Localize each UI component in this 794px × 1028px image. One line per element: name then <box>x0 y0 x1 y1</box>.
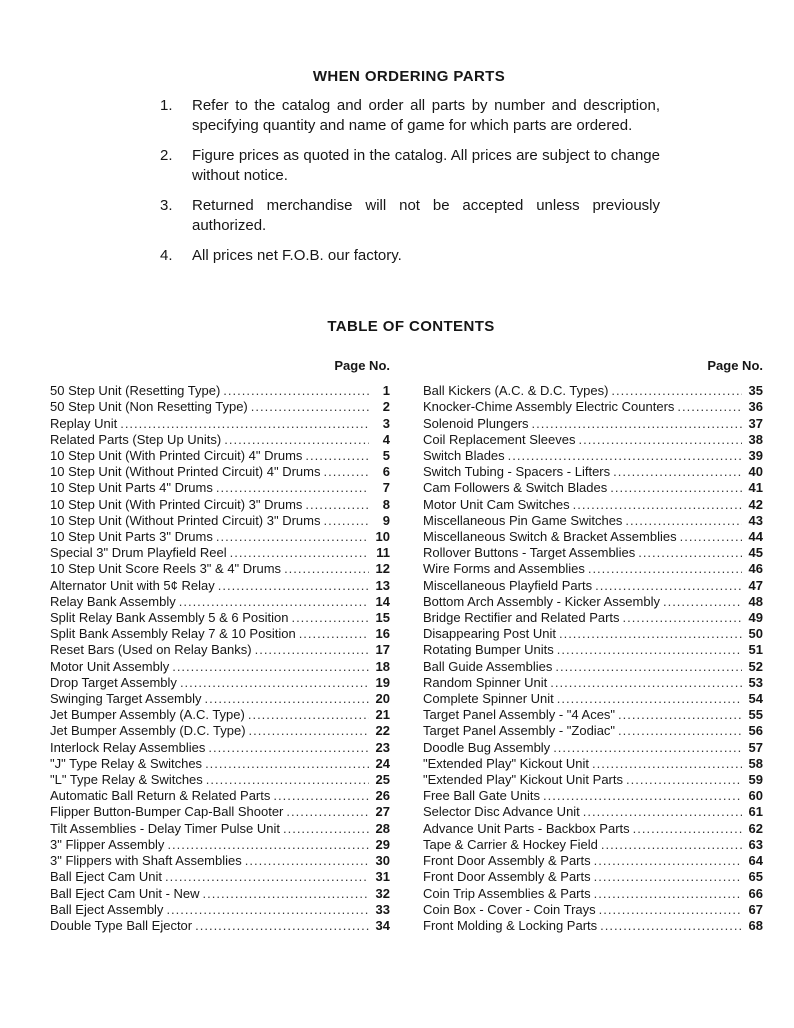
toc-entry-title: Miscellaneous Playfield Parts <box>423 577 593 593</box>
toc-entry <box>423 853 763 869</box>
toc-entry-title: Jet Bumper Assembly (D.C. Type) <box>50 723 246 739</box>
toc-entry-title: Bottom Arch Assembly - Kicker Assembly <box>423 593 660 609</box>
toc-entry-title: 50 Step Unit (Non Resetting Type) <box>50 399 248 415</box>
dot-leader <box>592 756 742 772</box>
toc-entry-title: Miscellaneous Switch & Bracket Assemblies <box>423 529 677 545</box>
toc-entry-title: Bridge Rectifier and Related Parts <box>423 610 620 626</box>
dot-leader <box>323 513 369 529</box>
toc-entry-title: Automatic Ball Return & Related Parts <box>50 788 271 804</box>
toc-entry-title: Motor Unit Assembly <box>50 658 170 674</box>
toc-entry <box>50 545 390 561</box>
toc-entry-page: 28 <box>375 820 390 836</box>
toc-entry <box>423 772 763 788</box>
toc-entry <box>50 383 390 399</box>
ordering-item <box>160 196 660 236</box>
toc-entry-title: 10 Step Unit (With Printed Circuit) 3" Drums <box>50 496 303 512</box>
toc-entry <box>50 788 390 804</box>
toc-entry <box>423 464 763 480</box>
toc-entry-title: Ball Eject Assembly <box>50 901 164 917</box>
dot-leader <box>557 642 742 658</box>
toc-entry-page: 42 <box>748 496 763 512</box>
toc-entry-page: 2 <box>382 399 390 415</box>
toc-left-column <box>50 358 390 934</box>
toc-entry-title: Flipper Button-Bumper Cap-Ball Shooter <box>50 804 284 820</box>
toc-entry-title: Complete Spinner Unit <box>423 691 554 707</box>
dot-leader <box>633 821 742 837</box>
toc-entry <box>423 480 763 496</box>
toc-entry-page: 23 <box>375 739 390 755</box>
dot-leader <box>618 723 742 739</box>
dot-leader <box>594 869 742 885</box>
ordering-item <box>160 146 660 186</box>
toc-entry <box>50 837 390 853</box>
toc-entry-page: 16 <box>375 626 390 642</box>
toc-entry-page: 20 <box>375 691 390 707</box>
dot-leader <box>120 416 369 432</box>
dot-leader <box>555 659 742 675</box>
dot-leader <box>626 772 742 788</box>
toc-entry-title: 10 Step Unit (Without Printed Circuit) 3" Drums <box>50 512 321 528</box>
toc-entry <box>50 707 390 723</box>
dot-leader <box>618 707 742 723</box>
toc-entry-title: Alternator Unit with 5¢ Relay <box>50 577 215 593</box>
dot-leader <box>588 561 742 577</box>
toc-entry-page: 26 <box>375 788 390 804</box>
dot-leader <box>601 837 742 853</box>
toc-entry <box>50 610 390 626</box>
toc-entry <box>50 821 390 837</box>
toc-entry-page: 56 <box>748 723 763 739</box>
toc-entry <box>423 821 763 837</box>
dot-leader <box>251 399 369 415</box>
toc-entry <box>423 902 763 918</box>
dot-leader <box>284 561 369 577</box>
toc-entry <box>50 626 390 642</box>
toc-entry-title: Front Door Assembly & Parts <box>423 869 591 885</box>
dot-leader <box>179 594 369 610</box>
item-number: 2. <box>160 147 173 164</box>
dot-leader <box>532 416 742 432</box>
toc-entry-title: Coin Trip Assemblies & Parts <box>423 885 591 901</box>
toc-entry-page: 53 <box>748 674 763 690</box>
toc-entry <box>50 902 390 918</box>
toc-entry-title: "Extended Play" Kickout Unit Parts <box>423 772 623 788</box>
toc-entry-page: 41 <box>748 480 763 496</box>
toc-entry-page: 62 <box>748 820 763 836</box>
toc-entry <box>50 853 390 869</box>
toc-entry-title: Coil Replacement Sleeves <box>423 431 576 447</box>
toc-entry-page: 21 <box>375 707 390 723</box>
toc-entry <box>50 480 390 496</box>
page-no-header: Page No. <box>707 358 763 373</box>
toc-entry-title: Motor Unit Cam Switches <box>423 496 570 512</box>
dot-leader <box>291 610 369 626</box>
toc-entry-title: Wire Forms and Assemblies <box>423 561 585 577</box>
ordering-instructions <box>160 96 660 276</box>
dot-leader <box>553 740 742 756</box>
toc-entry-page: 57 <box>748 739 763 755</box>
toc-entry-page: 7 <box>382 480 390 496</box>
dot-leader <box>623 610 742 626</box>
item-text: Returned merchandise will not be accepted unless previously authorized. <box>192 197 660 234</box>
toc-entry-title: Interlock Relay Assemblies <box>50 739 206 755</box>
toc-entry-page: 11 <box>376 545 390 561</box>
toc-entry-page: 34 <box>375 917 390 933</box>
toc-entry <box>423 723 763 739</box>
toc-entry-page: 54 <box>748 691 763 707</box>
toc-entry <box>50 464 390 480</box>
toc-entry-page: 50 <box>748 626 763 642</box>
ordering-item <box>160 246 660 266</box>
toc-entry-page: 24 <box>375 755 390 771</box>
dot-leader <box>216 480 369 496</box>
toc-entry-title: Switch Tubing - Spacers - Lifters <box>423 464 611 480</box>
toc-entry <box>50 691 390 707</box>
toc-entry <box>423 740 763 756</box>
toc-entry-title: Swinging Target Assembly <box>50 691 202 707</box>
toc-entry-page: 30 <box>375 853 390 869</box>
toc-entry-title: Rotating Bumper Units <box>423 642 554 658</box>
dot-leader <box>543 788 742 804</box>
ordering-item <box>160 96 660 136</box>
toc-entry-title: Drop Target Assembly <box>50 674 177 690</box>
dot-leader <box>286 804 369 820</box>
toc-entry-page: 1 <box>382 383 390 399</box>
toc-entry-title: 3" Flippers with Shaft Assemblies <box>50 853 242 869</box>
toc-entry-page: 43 <box>748 512 763 528</box>
toc-entry <box>423 497 763 513</box>
dot-leader <box>305 497 369 513</box>
toc-entry-page: 32 <box>375 885 390 901</box>
toc-entry <box>50 772 390 788</box>
toc-entry-page: 67 <box>748 901 763 917</box>
dot-leader <box>557 691 742 707</box>
toc-right-column <box>423 358 763 934</box>
toc-entry-title: 10 Step Unit Parts 3" Drums <box>50 529 213 545</box>
dot-leader <box>299 626 369 642</box>
toc-entry-title: Replay Unit <box>50 415 118 431</box>
dot-leader <box>245 853 369 869</box>
toc-entry <box>50 399 390 415</box>
dot-leader <box>559 626 742 642</box>
dot-leader <box>223 383 369 399</box>
dot-leader <box>680 529 742 545</box>
dot-leader <box>205 756 369 772</box>
toc-entry-page: 61 <box>748 804 763 820</box>
dot-leader <box>283 821 369 837</box>
toc-entry-title: Selector Disc Advance Unit <box>423 804 580 820</box>
item-number: 3. <box>160 197 173 214</box>
toc-entry-page: 3 <box>382 415 390 431</box>
dot-leader <box>573 497 742 513</box>
toc-entry-page: 46 <box>748 561 763 577</box>
toc-entry-page: 6 <box>382 464 390 480</box>
toc-entry <box>423 594 763 610</box>
toc-entry <box>423 804 763 820</box>
dot-leader <box>611 383 742 399</box>
toc-entry-title: Coin Box - Cover - Coin Trays <box>423 901 596 917</box>
toc-entry-page: 15 <box>375 610 390 626</box>
dot-leader <box>594 853 742 869</box>
toc-entry-title: Tilt Assemblies - Delay Timer Pulse Unit <box>50 820 280 836</box>
toc-entry-page: 44 <box>748 529 763 545</box>
toc-entry-page: 68 <box>748 917 763 933</box>
dot-leader <box>172 659 369 675</box>
toc-entry <box>50 561 390 577</box>
dot-leader <box>255 642 369 658</box>
toc-entry-page: 63 <box>748 836 763 852</box>
toc-entry-title: 10 Step Unit Score Reels 3" & 4" Drums <box>50 561 282 577</box>
toc-entry-title: 10 Step Unit Parts 4" Drums <box>50 480 213 496</box>
toc-entry <box>423 886 763 902</box>
toc-entry <box>423 626 763 642</box>
toc-entry-title: Disappearing Post Unit <box>423 626 556 642</box>
toc-entry <box>50 659 390 675</box>
toc-entry-page: 59 <box>748 772 763 788</box>
toc-entry-page: 45 <box>748 545 763 561</box>
toc-entry-title: Ball Eject Cam Unit <box>50 869 162 885</box>
dot-leader <box>508 448 742 464</box>
toc-entry <box>423 756 763 772</box>
toc-entry <box>50 513 390 529</box>
dot-leader <box>550 675 742 691</box>
toc-entry-page: 27 <box>375 804 390 820</box>
toc-entry <box>50 529 390 545</box>
toc-entry-page: 9 <box>382 512 390 528</box>
dot-leader <box>638 545 742 561</box>
dot-leader <box>166 902 369 918</box>
toc-entry <box>423 529 763 545</box>
toc-entry <box>50 886 390 902</box>
toc-entry <box>50 497 390 513</box>
toc-entry-title: Ball Guide Assemblies <box>423 658 553 674</box>
toc-entry-title: Target Panel Assembly - "Zodiac" <box>423 723 616 739</box>
toc-entry-page: 65 <box>748 869 763 885</box>
toc-entry <box>50 918 390 934</box>
toc-entry-title: Target Panel Assembly - "4 Aces" <box>423 707 616 723</box>
dot-leader <box>165 869 369 885</box>
toc-entry-title: 50 Step Unit (Resetting Type) <box>50 383 221 399</box>
toc-entry-page: 37 <box>748 415 763 431</box>
toc-entry <box>50 432 390 448</box>
toc-entry <box>423 642 763 658</box>
toc-entry-title: 10 Step Unit (With Printed Circuit) 4" Drums <box>50 448 303 464</box>
dot-leader <box>578 432 742 448</box>
dot-leader <box>230 545 369 561</box>
toc-entry <box>423 513 763 529</box>
toc-entry-title: Advance Unit Parts - Backbox Parts <box>423 820 630 836</box>
toc-entry <box>423 675 763 691</box>
toc-entry-title: Split Bank Assembly Relay 7 & 10 Position <box>50 626 296 642</box>
toc-entry-page: 10 <box>375 529 390 545</box>
toc-entry <box>423 448 763 464</box>
ordering-title: WHEN ORDERING PARTS <box>312 68 506 85</box>
toc-entry-title: Knocker-Chime Assembly Electric Counters <box>423 399 675 415</box>
toc-entry-title: Split Relay Bank Assembly 5 & 6 Position <box>50 610 289 626</box>
toc-entry <box>423 578 763 594</box>
dot-leader <box>273 788 369 804</box>
toc-entry-page: 38 <box>748 431 763 447</box>
toc-entry <box>50 804 390 820</box>
toc-entry-title: "Extended Play" Kickout Unit <box>423 755 590 771</box>
toc-entry-page: 51 <box>748 642 763 658</box>
toc-entry-page: 33 <box>375 901 390 917</box>
toc-entry-page: 19 <box>375 674 390 690</box>
dot-leader <box>305 448 369 464</box>
toc-entry-page: 64 <box>748 853 763 869</box>
toc-entry <box>50 675 390 691</box>
dot-leader <box>203 886 369 902</box>
dot-leader <box>323 464 369 480</box>
toc-entry-title: 3" Flipper Assembly <box>50 836 165 852</box>
toc-entry <box>423 691 763 707</box>
dot-leader <box>180 675 369 691</box>
toc-entry <box>423 918 763 934</box>
toc-entry-title: "L" Type Relay & Switches <box>50 772 203 788</box>
toc-entry-title: Solenoid Plungers <box>423 415 529 431</box>
dot-leader <box>249 723 369 739</box>
dot-leader <box>224 432 369 448</box>
toc-entry-title: Random Spinner Unit <box>423 674 548 690</box>
toc-entry-page: 47 <box>748 577 763 593</box>
dot-leader <box>599 902 742 918</box>
item-text: Figure prices as quoted in the catalog. All prices are subject to change without notice. <box>192 147 660 184</box>
toc-entry <box>423 869 763 885</box>
dot-leader <box>625 513 742 529</box>
toc-entry <box>423 659 763 675</box>
toc-entry-page: 22 <box>375 723 390 739</box>
toc-entry <box>50 723 390 739</box>
toc-entry-title: Related Parts (Step Up Units) <box>50 431 222 447</box>
toc-entry-title: Special 3" Drum Playfield Reel <box>50 545 227 561</box>
toc-entry-title: Switch Blades <box>423 448 505 464</box>
toc-entry-title: Tape & Carrier & Hockey Field <box>423 836 598 852</box>
dot-leader <box>677 399 742 415</box>
toc-entry-page: 48 <box>748 593 763 609</box>
toc-entry-page: 39 <box>748 448 763 464</box>
toc-entry-title: 10 Step Unit (Without Printed Circuit) 4" Drums <box>50 464 321 480</box>
dot-leader <box>167 837 369 853</box>
toc-entry-page: 55 <box>748 707 763 723</box>
toc-entry-page: 58 <box>748 755 763 771</box>
toc-entry-title: Ball Kickers (A.C. & D.C. Types) <box>423 383 609 399</box>
toc-entry-page: 29 <box>375 836 390 852</box>
toc-entry-page: 31 <box>375 869 390 885</box>
toc-entry-title: Relay Bank Assembly <box>50 593 176 609</box>
item-number: 4. <box>160 247 173 264</box>
toc-entry <box>50 869 390 885</box>
toc-entry-page: 35 <box>748 383 763 399</box>
toc-entry-page: 8 <box>382 496 390 512</box>
toc-entry-page: 60 <box>748 788 763 804</box>
toc-entry <box>50 448 390 464</box>
toc-title: TABLE OF CONTENTS <box>327 318 495 335</box>
toc-entry-page: 40 <box>748 464 763 480</box>
toc-entry <box>423 788 763 804</box>
toc-entry <box>50 578 390 594</box>
dot-leader <box>583 804 742 820</box>
toc-entry-title: Jet Bumper Assembly (A.C. Type) <box>50 707 245 723</box>
dot-leader <box>218 578 369 594</box>
toc-entry-page: 17 <box>375 642 390 658</box>
toc-entry <box>50 594 390 610</box>
toc-entry-title: Front Molding & Locking Parts <box>423 917 598 933</box>
dot-leader <box>663 594 742 610</box>
toc-entry <box>423 399 763 415</box>
toc-entry <box>423 545 763 561</box>
toc-entry-title: Ball Eject Cam Unit - New <box>50 885 200 901</box>
toc-entry-title: Miscellaneous Pin Game Switches <box>423 512 623 528</box>
dot-leader <box>610 480 742 496</box>
page-no-header: Page No. <box>334 358 390 373</box>
dot-leader <box>613 464 742 480</box>
toc-entry-page: 14 <box>375 593 390 609</box>
toc-entry <box>50 740 390 756</box>
toc-entry-page: 13 <box>375 577 390 593</box>
dot-leader <box>195 918 369 934</box>
toc-entry-title: Front Door Assembly & Parts <box>423 853 591 869</box>
dot-leader <box>594 886 742 902</box>
item-text: Refer to the catalog and order all parts by number and description, specifying quantity and name of game for which parts are ordered. <box>192 97 660 134</box>
toc-entry-page: 25 <box>375 772 390 788</box>
dot-leader <box>206 772 369 788</box>
toc-entry-title: Reset Bars (Used on Relay Banks) <box>50 642 252 658</box>
dot-leader <box>248 707 369 723</box>
toc-entry <box>423 610 763 626</box>
dot-leader <box>216 529 369 545</box>
toc-entry-title: Free Ball Gate Units <box>423 788 541 804</box>
toc-entry <box>423 837 763 853</box>
toc-entry-title: Rollover Buttons - Target Assemblies <box>423 545 636 561</box>
item-number: 1. <box>160 97 173 114</box>
toc-entry <box>50 756 390 772</box>
toc-entry <box>423 383 763 399</box>
toc-entry-title: Doodle Bug Assembly <box>423 739 551 755</box>
toc-entry-page: 49 <box>748 610 763 626</box>
toc-entry-page: 66 <box>748 885 763 901</box>
toc-entry-page: 12 <box>375 561 390 577</box>
dot-leader <box>208 740 369 756</box>
dot-leader <box>600 918 742 934</box>
toc-entry <box>423 561 763 577</box>
toc-entry-page: 5 <box>382 448 390 464</box>
toc-entry <box>423 416 763 432</box>
item-text: All prices net F.O.B. our factory. <box>192 247 402 264</box>
toc-entry-page: 36 <box>748 399 763 415</box>
toc-entry-title: Cam Followers & Switch Blades <box>423 480 608 496</box>
toc-entry-page: 52 <box>748 658 763 674</box>
toc-entry-page: 4 <box>382 431 390 447</box>
toc-entry-title: "J" Type Relay & Switches <box>50 755 203 771</box>
toc-entry-title: Double Type Ball Ejector <box>50 917 193 933</box>
dot-leader <box>595 578 742 594</box>
toc-entry <box>423 707 763 723</box>
toc-entry <box>50 416 390 432</box>
toc-entry <box>50 642 390 658</box>
dot-leader <box>205 691 369 707</box>
toc-entry-page: 18 <box>375 658 390 674</box>
toc-entry <box>423 432 763 448</box>
